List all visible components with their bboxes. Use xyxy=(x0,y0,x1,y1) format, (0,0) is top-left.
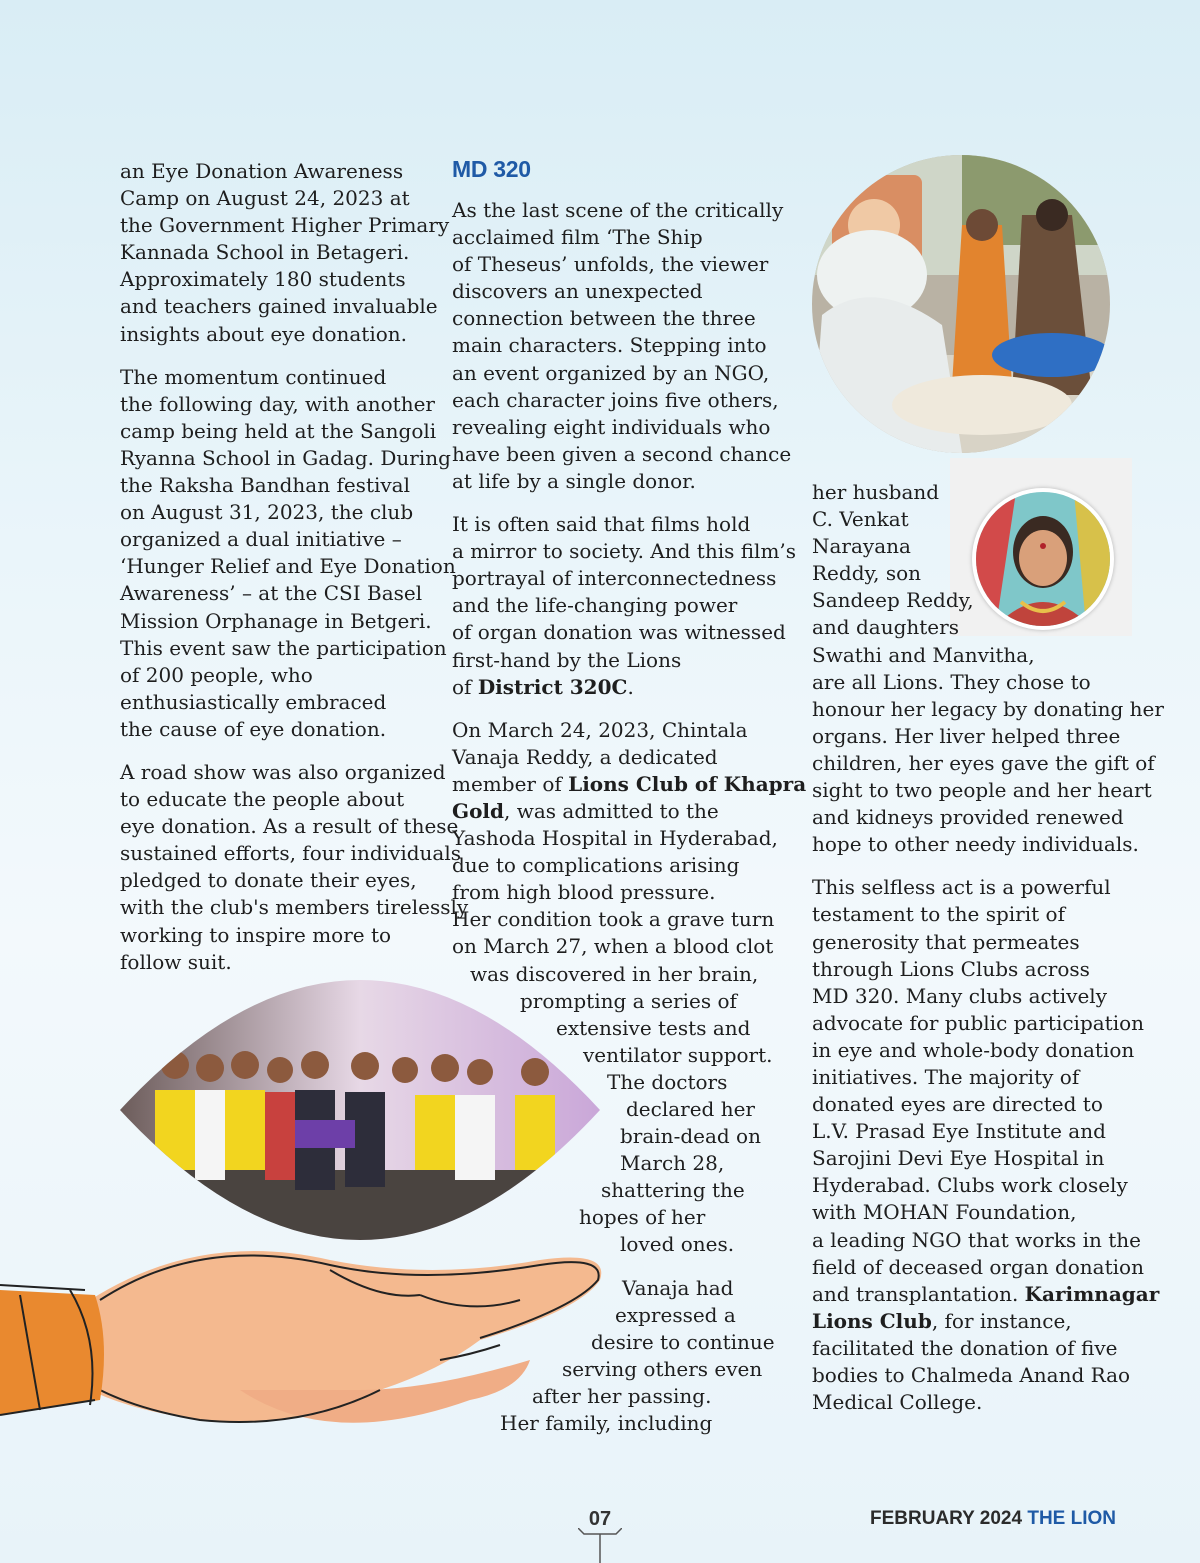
text-fragment: and transplantation. xyxy=(812,1281,1019,1306)
paragraph-3 xyxy=(120,759,469,976)
text-line xyxy=(812,1308,1112,1335)
text-line: and daughters xyxy=(812,615,959,640)
text-line: the Raksha Bandhan festival xyxy=(120,473,410,498)
text-line: ventilator support. xyxy=(583,1042,773,1067)
text-line: and teachers gained invaluable xyxy=(120,294,438,319)
text-line: Awareness’ – at the CSI Basel xyxy=(120,581,423,606)
text-line: in eye and whole-body donation xyxy=(812,1037,1135,1062)
text-line: on March 27, when a blood clot xyxy=(452,934,774,959)
text-line: with the club's members tirelessly xyxy=(120,895,469,920)
text-line: organs. Her liver helped three xyxy=(812,723,1121,748)
text-line: Mission Orphanage in Betgeri. xyxy=(120,608,432,633)
text-line: The doctors xyxy=(607,1069,728,1094)
text-line: MD 320. Many clubs actively xyxy=(812,983,1107,1008)
text-line: insights about eye donation. xyxy=(120,321,408,346)
text-line: desire to continue xyxy=(591,1329,775,1354)
column-1 xyxy=(120,158,469,992)
text-line: Kannada School in Betageri. xyxy=(120,240,410,265)
text-line: shattering the xyxy=(601,1178,745,1203)
text-line xyxy=(452,798,752,825)
text-line: eye donation. As a result of these xyxy=(120,814,459,839)
text-line: acclaimed film ‘The Ship xyxy=(452,225,703,250)
text-line: facilitated the donation of five xyxy=(812,1335,1118,1360)
text-line: Swathi and Manvitha, xyxy=(812,642,1035,667)
text-fragment: of xyxy=(452,674,478,699)
text-line: March 28, xyxy=(620,1151,725,1176)
text-line: Hyderabad. Clubs work closely xyxy=(812,1173,1128,1198)
text-line: each character joins five others, xyxy=(452,387,779,412)
paragraph-1 xyxy=(452,197,792,495)
text-line: through Lions Clubs across xyxy=(812,956,1090,981)
text-line: serving others even xyxy=(562,1356,763,1381)
text-line: generosity that permeates xyxy=(812,929,1080,954)
text-line: This event saw the participation xyxy=(120,635,447,660)
text-line: Ryanna School in Gadag. During xyxy=(120,445,451,470)
text-line: Her family, including xyxy=(500,1411,713,1436)
page-number: 07 xyxy=(588,1508,612,1530)
text-line: from high blood pressure. xyxy=(452,880,716,905)
text-line: expressed a xyxy=(615,1302,736,1327)
text-line: was discovered in her brain, xyxy=(470,961,759,986)
paragraph-2 xyxy=(120,364,456,743)
text-line: working to inspire more to xyxy=(120,922,392,947)
text-line: of 200 people, who xyxy=(120,662,313,687)
text-line: a mirror to society. And this film’s xyxy=(452,539,797,564)
text-line: first-hand by the Lions xyxy=(452,647,682,672)
text-line: C. Venkat xyxy=(812,507,909,532)
paragraph-2 xyxy=(812,874,1160,1416)
text-line: hopes of her xyxy=(579,1205,706,1230)
paragraph-1 xyxy=(120,158,450,348)
text-line: donated eyes are directed to xyxy=(812,1092,1103,1117)
text-line: the Government Higher Primary xyxy=(120,213,450,238)
text-line: discovers an unexpected xyxy=(452,279,703,304)
text-line: the cause of eye donation. xyxy=(120,716,387,741)
paragraph-2 xyxy=(452,511,797,701)
club-name: Lions Club of Khapra xyxy=(568,771,807,796)
section-heading: MD 320 xyxy=(452,156,531,182)
club-name: Gold xyxy=(452,798,505,823)
text-line: ‘Hunger Relief and Eye Donation xyxy=(120,554,456,579)
text-line: follow suit. xyxy=(120,949,232,974)
text-line: bodies to Chalmeda Anand Rao xyxy=(812,1363,1131,1387)
text-line: enthusiastically embraced xyxy=(120,689,387,714)
column-3 xyxy=(812,479,1164,1432)
text-line: after her passing. xyxy=(532,1383,712,1408)
text-line: camp being held at the Sangoli xyxy=(120,418,437,443)
text-line: L.V. Prasad Eye Institute and xyxy=(812,1119,1106,1144)
text-line: Vanaja Reddy, a dedicated xyxy=(452,744,718,769)
text-fragment: . xyxy=(627,674,634,699)
text-fragment: , for instance, xyxy=(931,1308,1072,1333)
hand-illustration xyxy=(0,1240,620,1470)
text-line: hope to other needy individuals. xyxy=(812,832,1139,857)
text-line: an event organized by an NGO, xyxy=(452,360,770,385)
text-line: and the life-changing power xyxy=(452,593,738,618)
text-line: at life by a single donor. xyxy=(452,468,696,493)
text-line: loved ones. xyxy=(620,1232,735,1257)
text-line: organized a dual initiative – xyxy=(120,527,402,552)
text-line: revealing eight individuals who xyxy=(452,414,771,439)
footer-issue xyxy=(870,1508,1116,1530)
text-line: of Theseus’ unfolds, the viewer xyxy=(452,252,769,277)
text-line: and kidneys provided renewed xyxy=(812,805,1124,830)
text-line: with MOHAN Foundation, xyxy=(812,1200,1077,1225)
text-line: testament to the spirit of xyxy=(812,902,1065,927)
text-line: A road show was also organized xyxy=(120,759,446,784)
issue-date: FEBRUARY 2024 xyxy=(870,1508,1023,1529)
club-name: Karimnagar xyxy=(1024,1281,1160,1306)
text-line: portrayal of interconnectedness xyxy=(452,566,777,591)
text-line: the following day, with another xyxy=(120,391,435,416)
text-line: are all Lions. They chose to xyxy=(812,669,1091,694)
text-line: The momentum continued xyxy=(120,364,387,389)
text-line: This selfless act is a powerful xyxy=(812,875,1111,900)
text-fragment: , was admitted to the xyxy=(504,798,719,823)
text-line: sustained efforts, four individuals xyxy=(120,841,461,866)
text-line xyxy=(452,674,752,701)
text-line: on August 31, 2023, the club xyxy=(120,500,414,525)
text-line: Narayana xyxy=(812,534,911,559)
text-line: As the last scene of the critically xyxy=(452,198,784,222)
text-line: It is often said that films hold xyxy=(452,512,751,537)
text-line: On March 24, 2023, Chintala xyxy=(452,717,748,742)
text-line: honour her legacy by donating her xyxy=(812,696,1164,721)
text-line: Sarojini Devi Eye Hospital in xyxy=(812,1146,1105,1171)
text-line: advocate for public participation xyxy=(812,1010,1145,1035)
text-line: connection between the three xyxy=(452,306,756,331)
text-fragment: member of xyxy=(452,771,569,796)
text-line: her husband xyxy=(812,480,940,504)
text-line: Approximately 180 students xyxy=(120,267,406,292)
text-line: an Eye Donation Awareness xyxy=(120,159,404,183)
text-line: field of deceased organ donation xyxy=(812,1254,1144,1279)
group-photo xyxy=(115,980,605,1250)
text-line: main characters. Stepping into xyxy=(452,333,767,358)
text-line: Medical College. xyxy=(812,1390,983,1415)
district-name: District 320C xyxy=(477,674,628,699)
text-line: brain-dead on xyxy=(620,1124,761,1149)
text-line: have been given a second chance xyxy=(452,441,792,466)
text-line: extensive tests and xyxy=(556,1015,751,1040)
hospital-photo xyxy=(812,155,1110,453)
text-line: a leading NGO that works in the xyxy=(812,1227,1141,1252)
text-line: Sandeep Reddy, xyxy=(812,588,974,613)
page-number-marker xyxy=(578,1528,622,1563)
text-line xyxy=(812,1281,1160,1308)
text-line: Reddy, son xyxy=(812,561,922,586)
club-name: Lions Club xyxy=(812,1308,932,1333)
text-line: Camp on August 24, 2023 at xyxy=(120,186,410,211)
text-line: sight to two people and her heart xyxy=(812,778,1152,803)
paragraph-1 xyxy=(812,479,1164,858)
text-line: prompting a series of xyxy=(520,988,737,1013)
text-line xyxy=(452,771,807,798)
text-line: Yashoda Hospital in Hyderabad, xyxy=(452,826,778,851)
text-line: to educate the people about xyxy=(120,787,405,812)
text-line: Her condition took a grave turn xyxy=(452,907,775,932)
text-line: of organ donation was witnessed xyxy=(452,620,786,645)
text-line: declared her xyxy=(626,1097,755,1121)
text-line: due to complications arising xyxy=(452,853,740,878)
text-line: children, her eyes gave the gift of xyxy=(812,750,1155,775)
magazine-name: THE LION xyxy=(1027,1508,1117,1529)
text-line: Vanaja had xyxy=(622,1275,734,1300)
text-line: initiatives. The majority of xyxy=(812,1064,1080,1089)
text-line: pledged to donate their eyes, xyxy=(120,868,417,893)
